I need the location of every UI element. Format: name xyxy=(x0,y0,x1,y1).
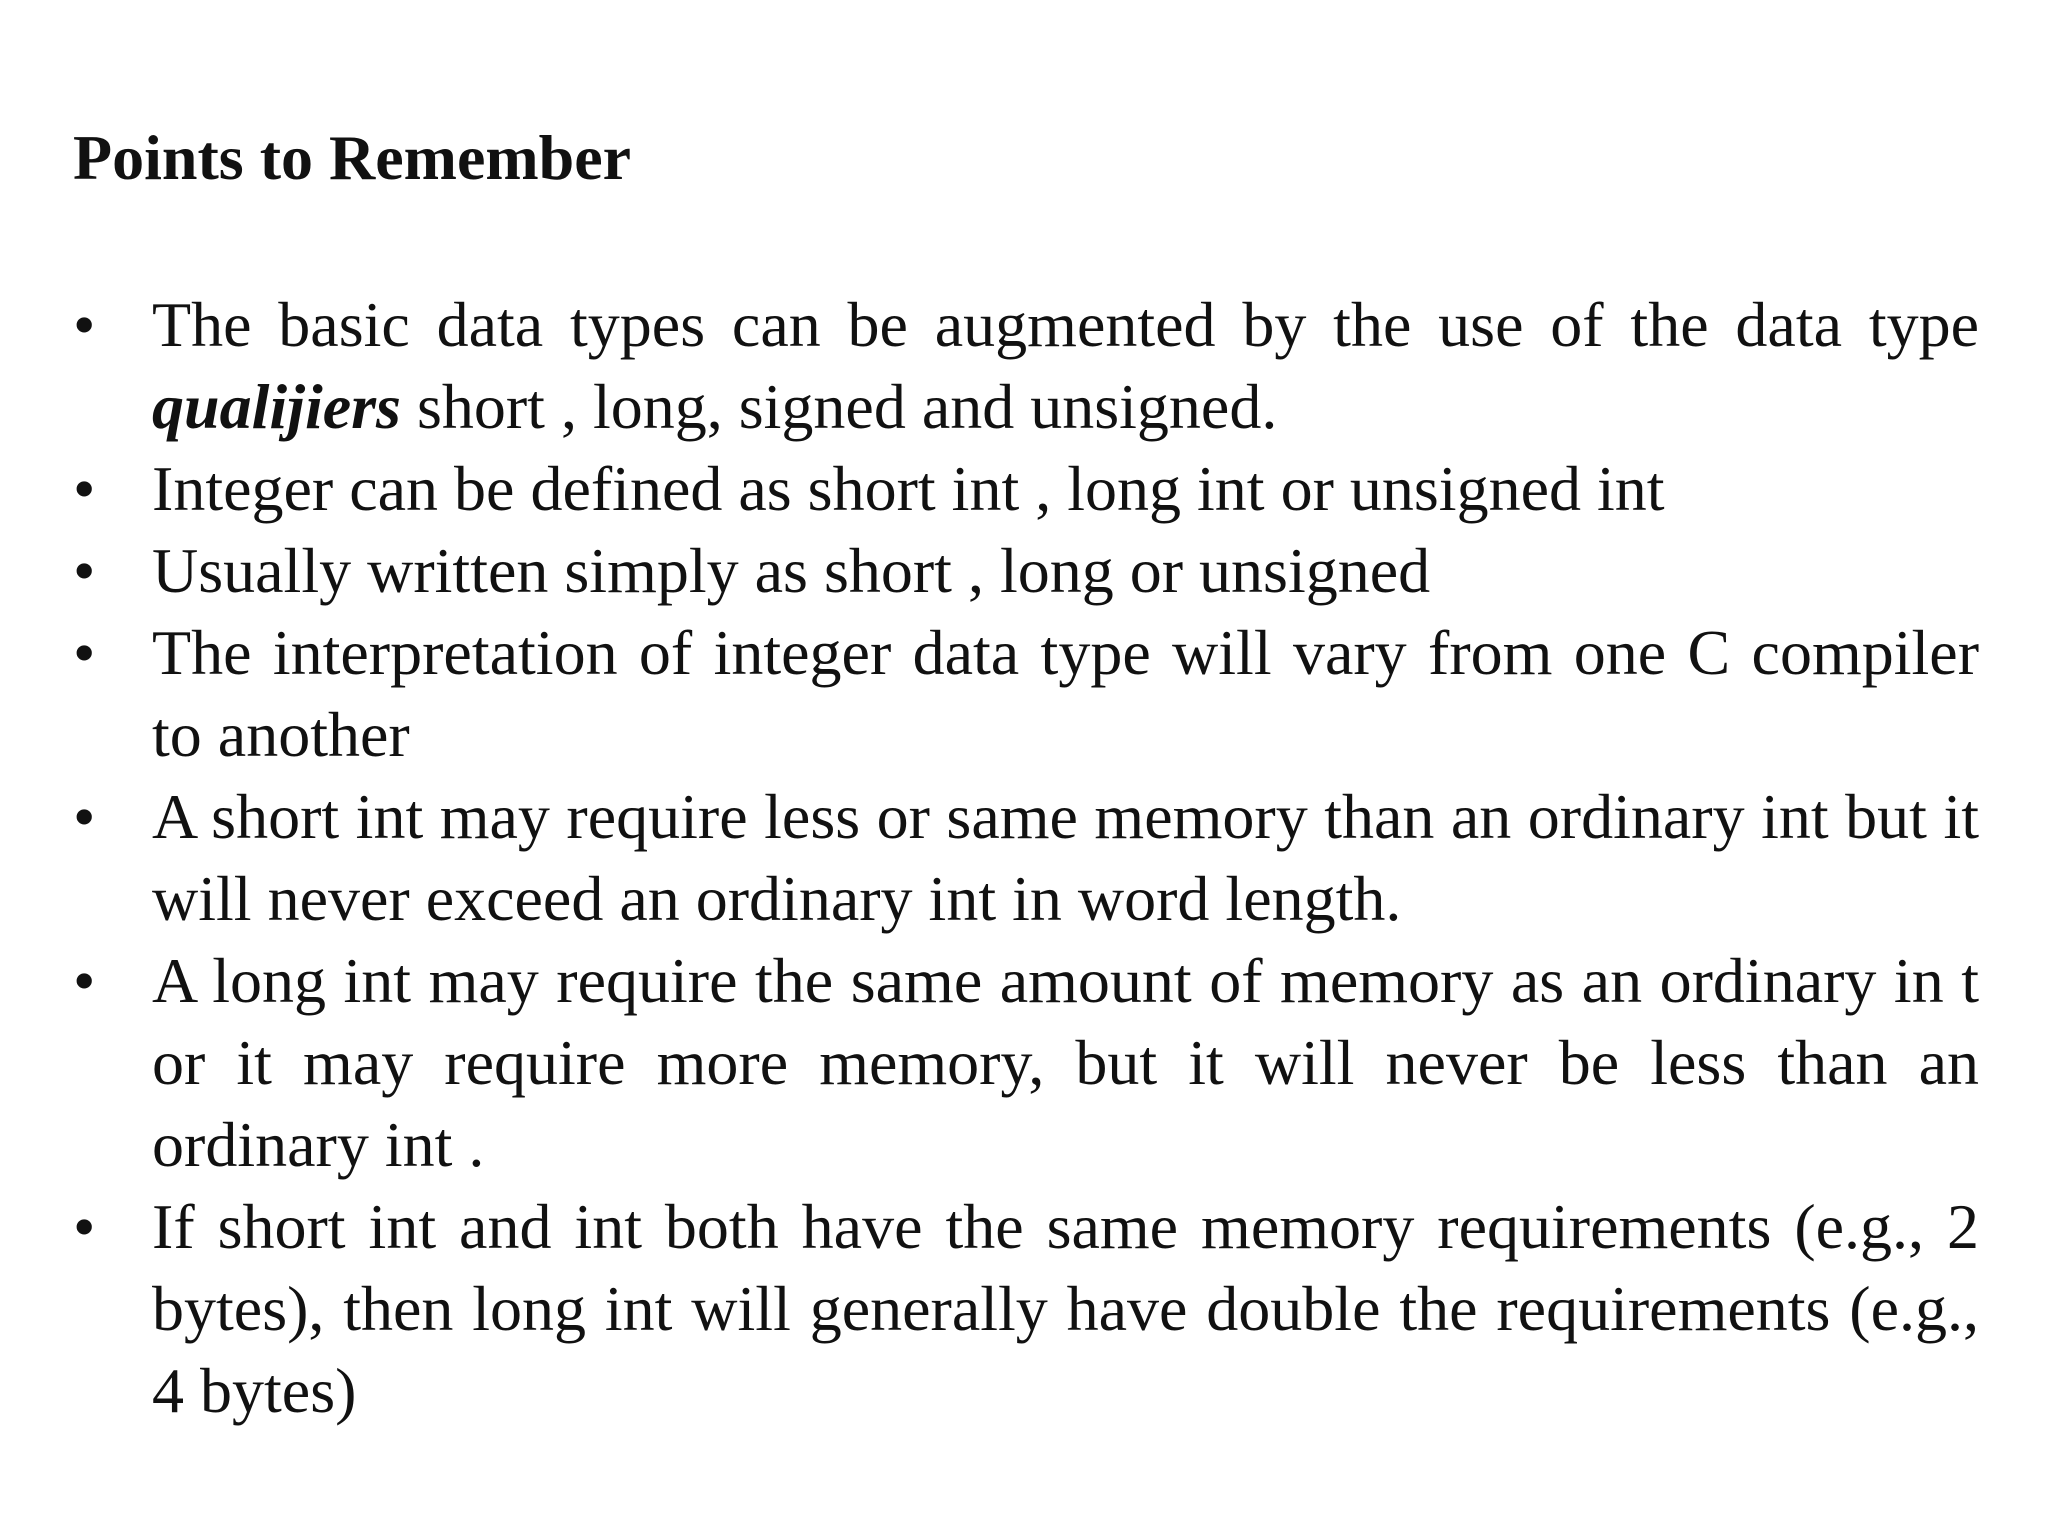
bullet-icon: • xyxy=(73,535,96,606)
bullet-item-long-int xyxy=(73,940,1979,1186)
bullet-item-interpretation xyxy=(73,612,1979,776)
bullet-icon: • xyxy=(73,289,96,360)
bullet-text: A long int may require the same amount of memory as an ordinary in t or it may require more memory, but it will never be less than an ordinary int . xyxy=(152,945,1979,1180)
bullet-item-integer-definitions xyxy=(73,448,1979,530)
bullet-item-usually-written xyxy=(73,530,1979,612)
bullet-text-part: short , long, signed and unsigned. xyxy=(400,371,1278,442)
bullet-icon: • xyxy=(73,945,96,1016)
bullet-icon: • xyxy=(73,1191,96,1262)
bullet-text xyxy=(152,289,1979,442)
bullet-text: The interpretation of integer data type will vary from one C compiler to another xyxy=(152,617,1979,770)
bullet-icon: • xyxy=(73,453,96,524)
bullet-text-part: The basic data types can be augmented by the use of the data type xyxy=(152,289,1979,360)
bullet-item-short-int xyxy=(73,776,1979,940)
emphasized-term: qualijiers xyxy=(152,371,401,442)
bullet-icon: • xyxy=(73,617,96,688)
bullet-item-memory-requirements xyxy=(73,1186,1979,1432)
bullet-text: Integer can be defined as short int , long int or unsigned int xyxy=(152,453,1665,524)
slide-title: Points to Remember xyxy=(73,122,632,193)
bullet-icon: • xyxy=(73,781,96,852)
bullet-text: Usually written simply as short , long or unsigned xyxy=(152,535,1431,606)
bullet-text: If short int and int both have the same memory requirements (e.g., 2 bytes), then long int will generally have double the requirements (e.g., 4 bytes) xyxy=(152,1191,1979,1426)
bullet-item-qualifiers xyxy=(73,284,1979,448)
bullet-text: A short int may require less or same memory than an ordinary int but it will never exceed an ordinary int in word length. xyxy=(152,781,1979,934)
bullet-list xyxy=(73,284,1979,1432)
